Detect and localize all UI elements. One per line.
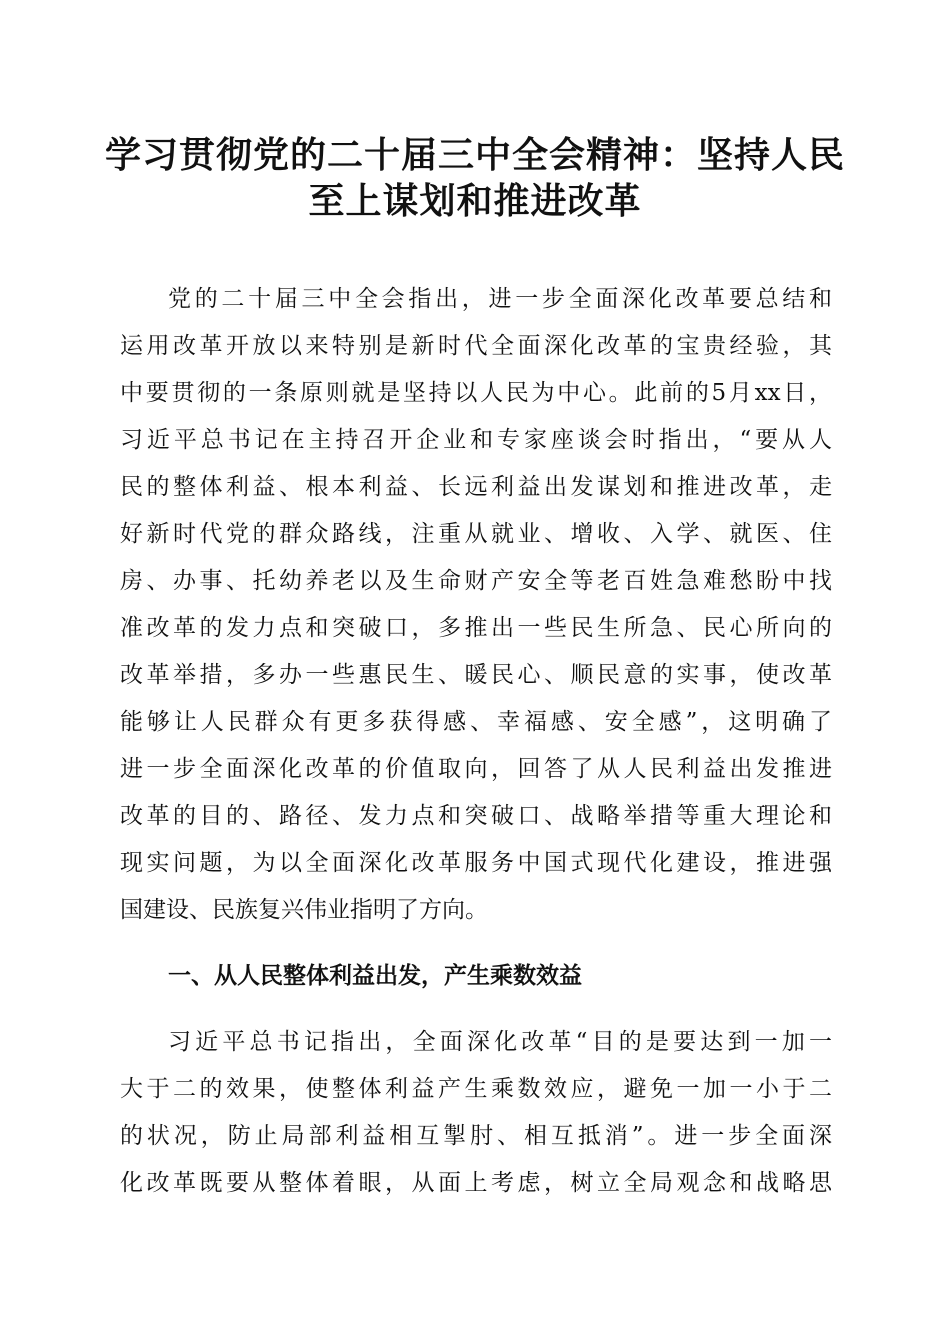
paragraph-1 bbox=[120, 276, 832, 934]
paragraph-line: 的状况，防止局部利益相互掣肘、相互抵消”。进一步全面深 bbox=[120, 1123, 832, 1150]
paragraph-line: 化改革既要从整体着眼，从面上考虑，树立全局观念和战略思 bbox=[120, 1170, 832, 1197]
title-line-2: 至上谋划和推进改革 bbox=[308, 180, 642, 222]
document-title bbox=[100, 132, 850, 224]
paragraph-line: 党的二十届三中全会指出，进一步全面深化改革要总结和 bbox=[168, 286, 832, 312]
paragraph-line: 习近平总书记在主持召开企业和专家座谈会时指出，“要从人 bbox=[120, 427, 832, 453]
document-body bbox=[120, 276, 832, 1207]
paragraph-line: 习近平总书记指出，全面深化改革“目的是要达到一加一 bbox=[168, 1029, 832, 1056]
paragraph-line: 国建设、民族复兴伟业指明了方向。 bbox=[120, 897, 488, 923]
paragraph-line: 准改革的发力点和突破口，多推出一些民生所急、民心所向的 bbox=[120, 615, 832, 641]
paragraph-line: 好新时代党的群众路线，注重从就业、增收、入学、就医、住 bbox=[120, 521, 832, 547]
title-line-1: 学习贯彻党的二十届三中全会精神：坚持人民 bbox=[104, 134, 845, 176]
paragraph-line: 中要贯彻的一条原则就是坚持以人民为中心。此前的5月xx日， bbox=[120, 380, 832, 406]
paragraph-line: 能够让人民群众有更多获得感、幸福感、安全感”，这明确了 bbox=[120, 709, 832, 735]
paragraph-2 bbox=[120, 1019, 832, 1207]
section-1-heading: 一、从人民整体利益出发，产生乘数效益 bbox=[168, 963, 582, 990]
paragraph-line: 民的整体利益、根本利益、长远利益出发谋划和推进改革，走 bbox=[120, 474, 832, 500]
paragraph-line: 运用改革开放以来特别是新时代全面深化改革的宝贵经验，其 bbox=[120, 333, 832, 359]
paragraph-line: 改革的目的、路径、发力点和突破口、战略举措等重大理论和 bbox=[120, 803, 832, 829]
paragraph-line: 现实问题，为以全面深化改革服务中国式现代化建设，推进强 bbox=[120, 850, 832, 876]
paragraph-line: 大于二的效果，使整体利益产生乘数效应，避免一加一小于二 bbox=[120, 1076, 832, 1103]
paragraph-line: 改革举措，多办一些惠民生、暖民心、顺民意的实事，使改革 bbox=[120, 662, 832, 688]
paragraph-line: 房、办事、托幼养老以及生命财产安全等老百姓急难愁盼中找 bbox=[120, 568, 832, 594]
paragraph-line: 进一步全面深化改革的价值取向，回答了从人民利益出发推进 bbox=[120, 756, 832, 782]
